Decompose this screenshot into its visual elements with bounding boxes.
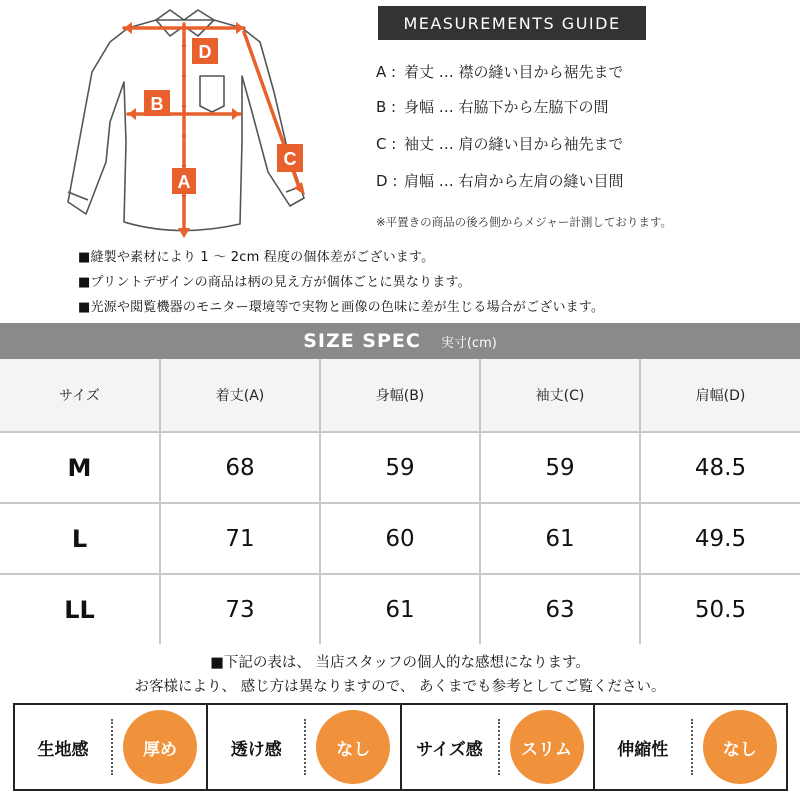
value-cell: 71 <box>160 503 320 574</box>
size-spec-title: SIZE SPEC <box>303 330 421 352</box>
guide-note: ※平置きの商品の後ろ側からメジャー計測しております。 <box>376 215 672 229</box>
label-c: C <box>283 149 297 169</box>
feel-note: ■下記の表は、 当店スタッフの個人的な感想になります。 <box>210 655 590 671</box>
value-cell: 48.5 <box>640 432 800 503</box>
header-shoulder: 肩幅(D) <box>640 359 800 432</box>
feel-value-badge: なし <box>316 710 390 784</box>
guide-text: 着丈 … 襟の縫い目から裾先まで <box>404 63 624 81</box>
feel-divider <box>304 719 306 775</box>
guide-key: B : <box>376 98 397 116</box>
shirt-pocket <box>200 76 224 112</box>
feel-value-badge: なし <box>703 710 777 784</box>
table-row <box>0 432 800 503</box>
feel-item-sheer <box>208 705 401 789</box>
header-width: 身幅(B) <box>320 359 480 432</box>
value-cell: 68 <box>160 432 320 503</box>
feel-value-badge: 厚め <box>123 710 197 784</box>
feel-divider <box>691 719 693 775</box>
guide-text: 袖丈 … 肩の縫い目から袖先まで <box>404 135 624 153</box>
value-cell: 59 <box>480 432 640 503</box>
size-cell: L <box>0 503 160 574</box>
guide-item-b <box>376 96 609 117</box>
value-cell: 60 <box>320 503 480 574</box>
guide-item-c <box>376 133 624 154</box>
guide-key: D : <box>376 172 398 190</box>
notice-line: ■光源や閲覧機器のモニター環境等で実物と画像の色味に差が生じる場合がございます。 <box>78 300 605 315</box>
guide-title: MEASUREMENTS GUIDE <box>378 6 646 40</box>
feel-label: 伸縮性 <box>617 739 669 760</box>
feel-label: 生地感 <box>37 739 89 760</box>
feel-label: サイズ感 <box>416 739 483 760</box>
value-cell: 73 <box>160 574 320 644</box>
notice-line: ■プリントデザインの商品は柄の見え方が個体ごとに異なります。 <box>78 275 471 290</box>
header-size: サイズ <box>0 359 160 432</box>
guide-item-d <box>376 170 624 191</box>
size-table <box>0 359 800 644</box>
label-a: A <box>177 172 191 192</box>
header-sleeve: 袖丈(C) <box>480 359 640 432</box>
size-spec-bar <box>0 323 800 359</box>
label-d: D <box>198 42 212 62</box>
size-cell: LL <box>0 574 160 644</box>
size-table-header <box>0 359 800 432</box>
value-cell: 61 <box>480 503 640 574</box>
label-b: B <box>150 94 164 114</box>
guide-text: 身幅 … 右脇下から左脇下の間 <box>404 98 609 116</box>
shirt-diagram <box>28 2 350 240</box>
guide-key: C : <box>376 135 397 153</box>
shirt-outline <box>68 20 304 231</box>
feel-item-fit <box>402 705 595 789</box>
feel-note: お客様により、 感じ方は異なりますので、 あくまでも参考としてご覧ください。 <box>134 679 666 695</box>
feel-divider <box>498 719 500 775</box>
feel-label: 透け感 <box>230 739 282 760</box>
feel-item-stretch <box>595 705 786 789</box>
table-row <box>0 503 800 574</box>
guide-item-a <box>376 61 624 82</box>
header-length: 着丈(A) <box>160 359 320 432</box>
guide-text: 肩幅 … 右肩から左肩の縫い目間 <box>404 172 624 190</box>
feel-value-badge: スリム <box>510 710 584 784</box>
size-cell: M <box>0 432 160 503</box>
notice-line: ■縫製や素材により 1 〜 2cm 程度の個体差がございます。 <box>78 250 435 265</box>
value-cell: 61 <box>320 574 480 644</box>
feel-table <box>13 703 788 791</box>
feel-divider <box>111 719 113 775</box>
size-spec-unit: 実寸(cm) <box>440 335 497 351</box>
value-cell: 49.5 <box>640 503 800 574</box>
table-row <box>0 574 800 644</box>
value-cell: 50.5 <box>694 596 747 623</box>
value-cell: 63 <box>480 574 640 644</box>
feel-item-fabric <box>15 705 208 789</box>
guide-key: A : <box>376 63 397 81</box>
value-cell: 59 <box>320 432 480 503</box>
